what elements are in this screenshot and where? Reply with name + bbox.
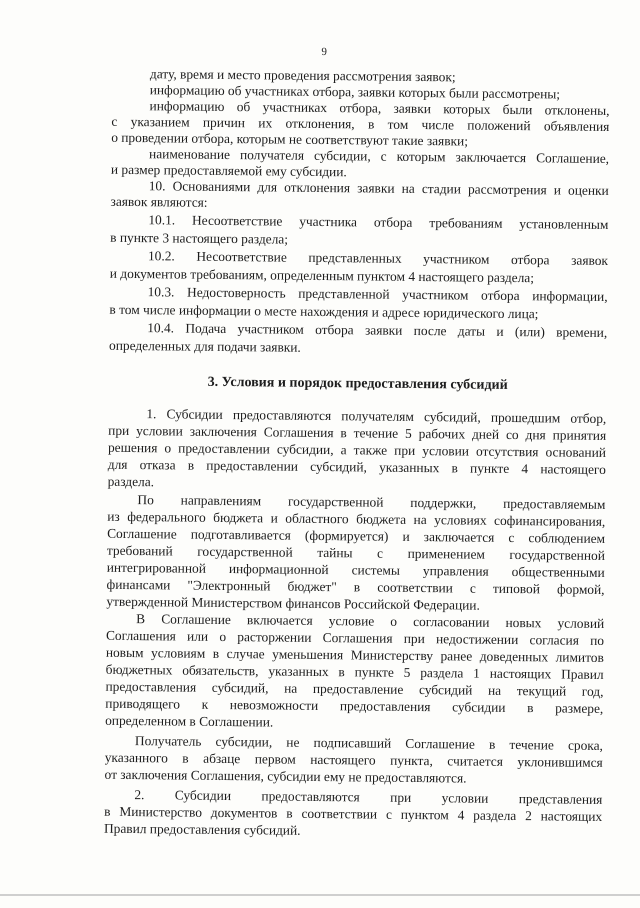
text-line: и документов требованиям, определенным пунктом 4 настоящего раздела; <box>109 265 535 286</box>
text-line: решения о предоставлении субсидии, а также при условии отсутствия оснований <box>107 439 607 460</box>
text-line: приводящего к невозможности предоставления субсидии в размере, <box>105 695 604 716</box>
text-line: 1. Субсидии предоставляются получателям субсидий, прошедшим отбор, <box>146 406 607 426</box>
text-line: с указанием причин их отклонения, в том числе положений объявления <box>111 113 610 135</box>
text-line: информацию об участниках отбора, заявки которых были рассмотрены; <box>149 82 561 102</box>
text-line: наименование получателя субсидии, с которым заключается Соглашение, <box>149 146 610 167</box>
text-line: Получатель субсидии, не подписавший Соглашение в течение срока, <box>134 733 603 753</box>
text-line: заявок являются: <box>110 193 208 210</box>
scan-edge <box>0 894 640 896</box>
text-line: предоставления субсидий, на предоставление субсидий на текущий год, <box>105 678 604 699</box>
page-number: 9 <box>321 45 327 59</box>
text-line: 10.1. Несоответствие участника отбора требованиям установленным <box>148 212 609 233</box>
text-line: в Министерство документов в соответствии с пунктом 4 раздела 2 настоящих <box>104 803 603 824</box>
text-line: о проведении отбора, которым не соответствуют такие заявки; <box>111 129 469 149</box>
text-line: определенных для подачи заявки. <box>109 337 301 355</box>
text-line: новым условиям в случае уменьшения Министерству ранее доведенных лимитов <box>105 644 604 665</box>
text-line: от заключения Соглашения, субсидии ему не предоставляются. <box>104 766 467 786</box>
text-line: утвержденной Министерством финансов Российской Федерации. <box>106 593 480 613</box>
text-line: По направлениям государственной поддержки, предоставляемым <box>137 492 606 512</box>
text-line: 10.3. Недостоверность представленной участником отбора информации, <box>147 284 608 305</box>
text-line: раздела. <box>107 473 155 490</box>
text-line: в пункте 3 настоящего раздела; <box>110 229 289 247</box>
text-line: 10. Основаниями для отклонения заявки на стадии рассмотрения и оценки <box>148 178 609 199</box>
text-line: финансами "Электронный бюджет" в соответствии с типовой формой, <box>106 576 605 597</box>
text-line: Правил предоставления субсидий. <box>103 820 301 838</box>
text-line: Соглашения или о расторжении Соглашения при недостижении согласия по <box>105 627 605 648</box>
text-line: бюджетных обязательств, указанных в пункте 5 раздела 1 настоящих Правил <box>105 661 604 682</box>
text-line: В Соглашение включается условие о согласовании новых условий <box>136 611 605 631</box>
text-line: 2. Субсидии предоставляются при условии представления <box>134 787 603 807</box>
text-line: при условии заключения Соглашения в течение 5 рабочих дней со дня принятия <box>108 422 607 443</box>
text-line: из федерального бюджета и областного бюджета на условиях софинансирования, <box>107 508 606 529</box>
text-line: 10.2. Несоответствие представленных участником отбора заявок <box>147 248 609 269</box>
text-line: в том числе информации о месте нахождения и адресе юридического лица; <box>109 301 539 322</box>
text-line: определенном в Соглашении. <box>105 712 274 730</box>
text-line: 10.4. Подача участником отбора заявки после даты и (или) времени, <box>147 320 608 341</box>
text-line: для отказа в предоставлении субсидий, указанных в пункте 4 настоящего <box>107 456 606 477</box>
section-heading: 3. Условия и порядок предоставления субсидий <box>207 374 508 393</box>
text-line: Соглашение подготавливается (формируется) и заключается с соблюдением <box>107 525 606 546</box>
text-line: указанного в абзаце первом настоящего пункта, считается уклонившимся <box>104 749 603 770</box>
text-line: интегрированной информационной системы управления общественными <box>106 559 605 580</box>
text-line: и размер предоставляемой ему субсидии. <box>110 161 347 180</box>
text-line: дату, время и место проведения рассмотрения заявок; <box>149 66 456 85</box>
text-line: информацию об участниках отбора, заявки которых были отклонены, <box>149 98 610 119</box>
text-line: требований государственной тайны с применением государственной <box>106 542 605 563</box>
